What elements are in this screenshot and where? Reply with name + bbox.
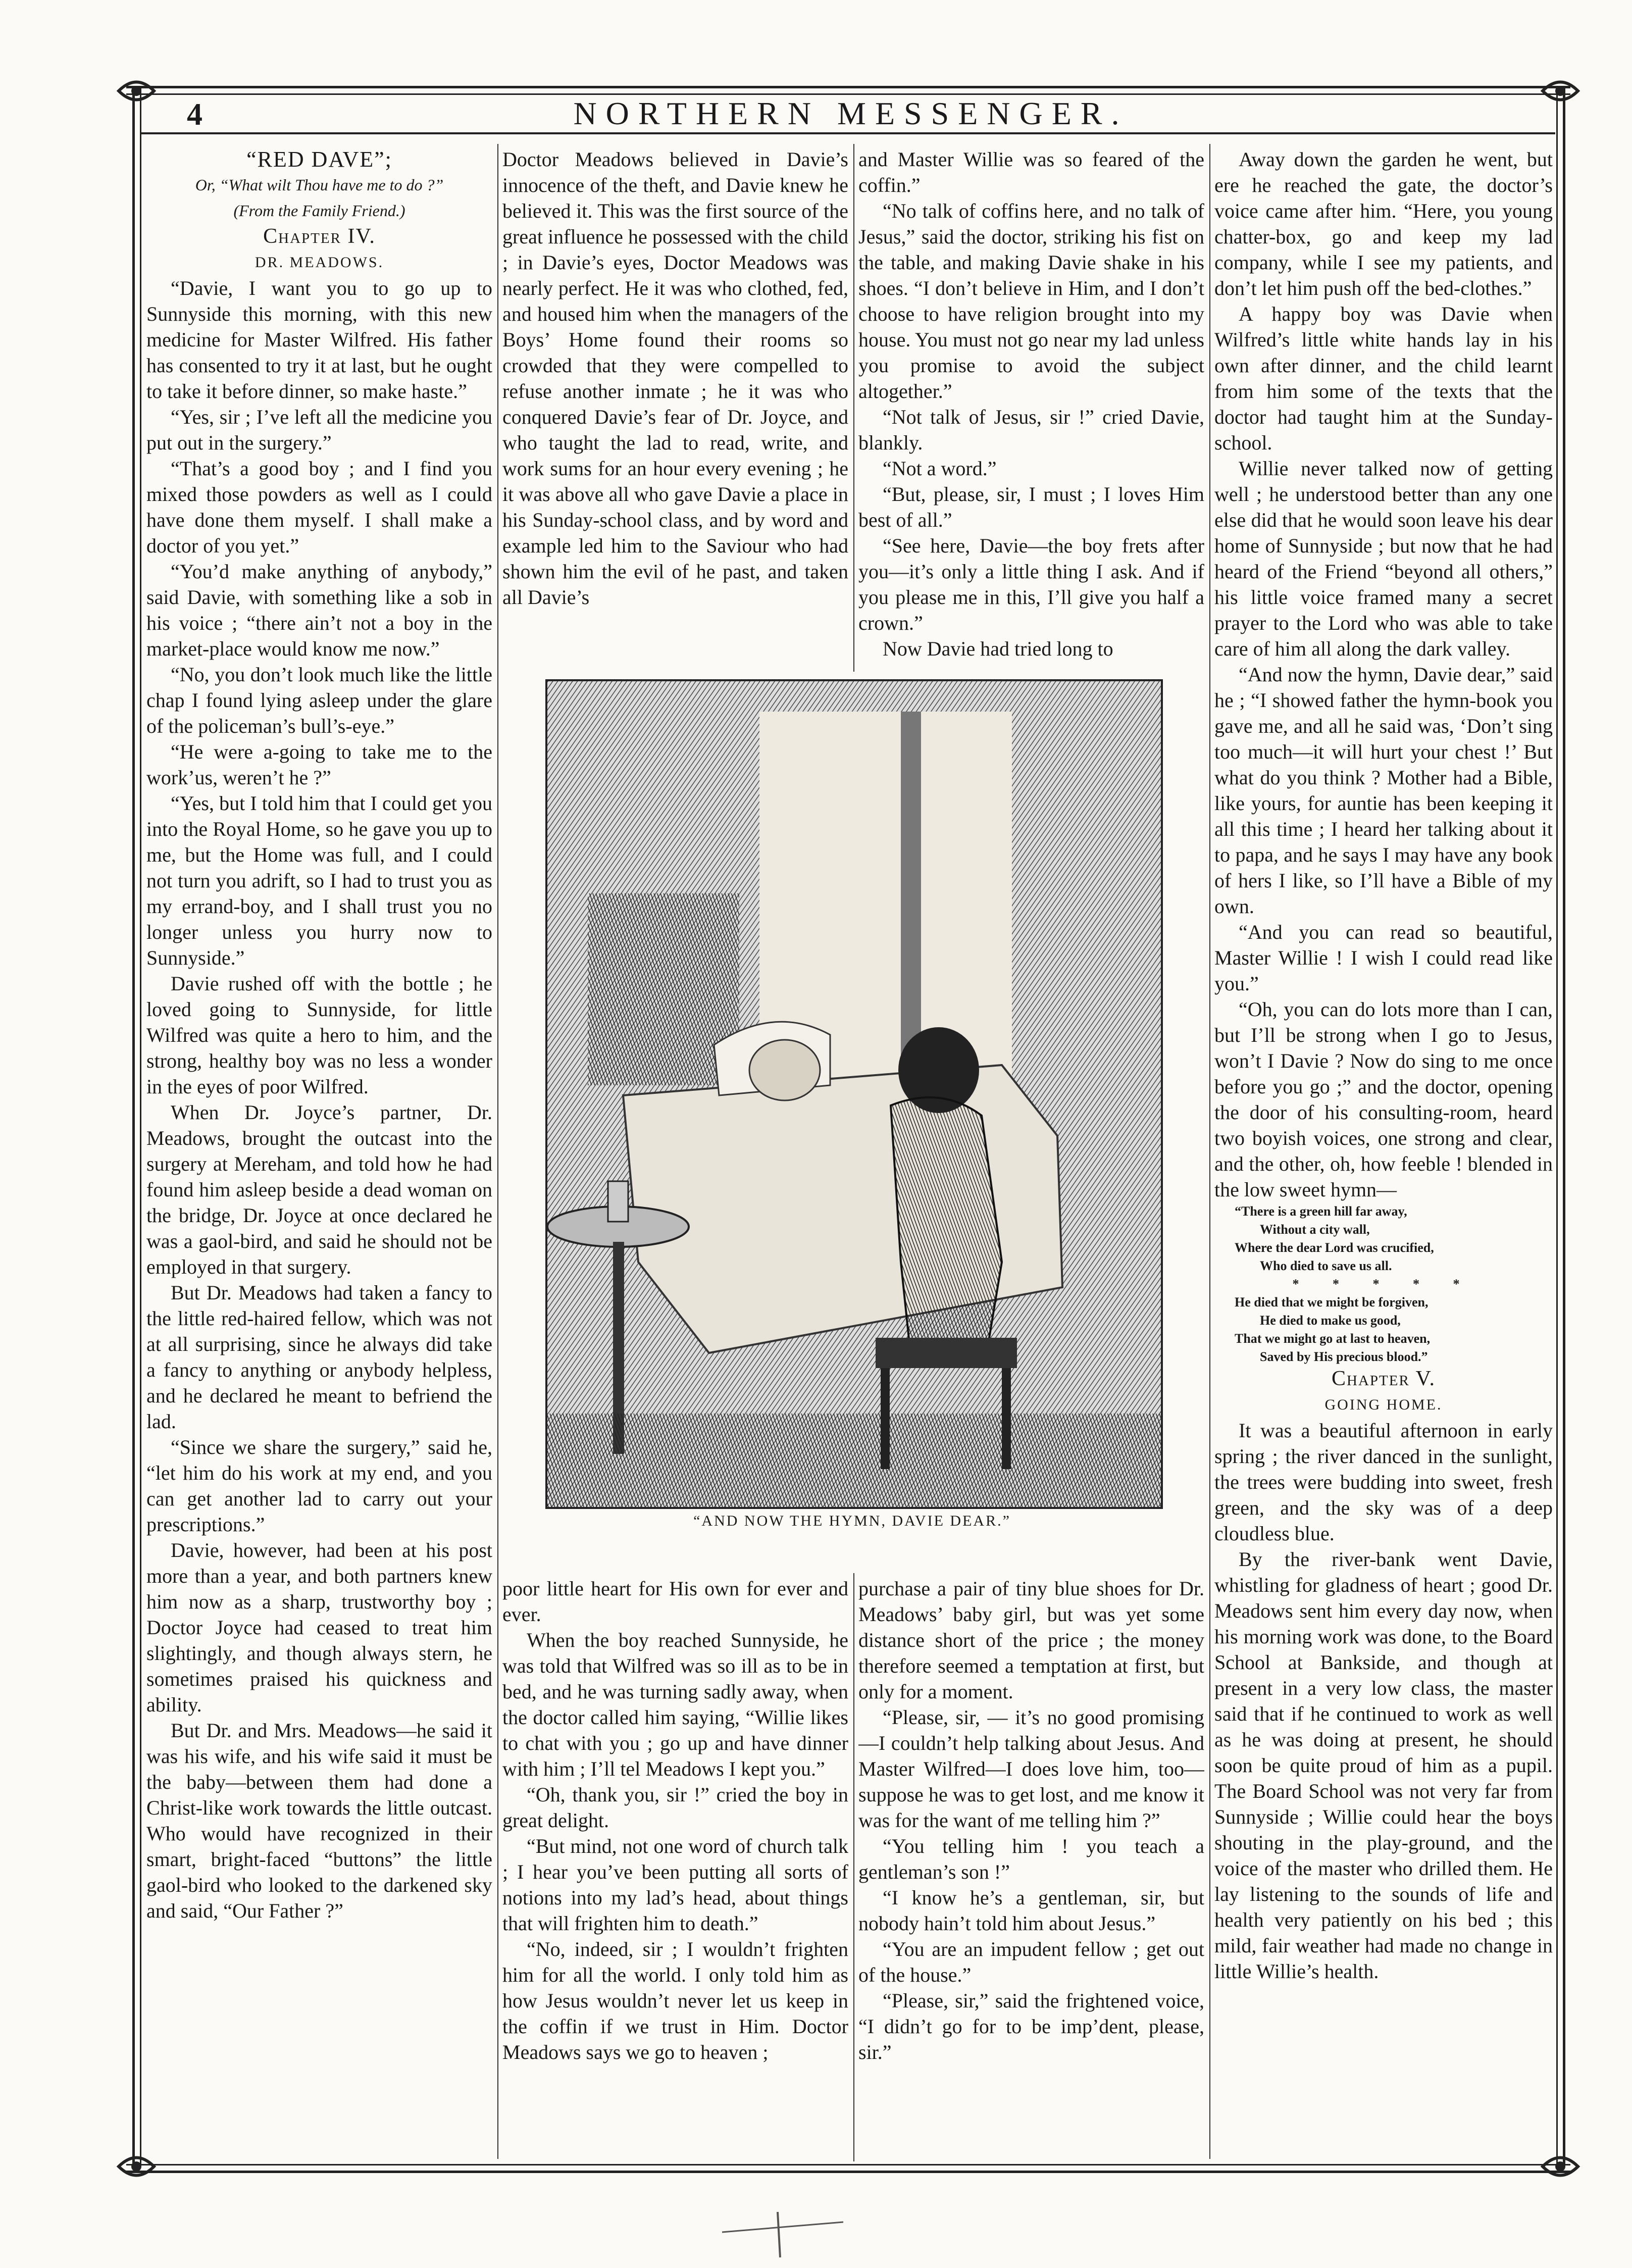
- hymn-verse: [1214, 1202, 1553, 1366]
- border-right: [1556, 86, 1565, 2166]
- paragraph: “That’s a good boy ; and I find you mixed those powders as well as I could have done them myself. I shall make a doctor of you yet.”: [146, 457, 492, 557]
- illustration-caption: “AND NOW THE HYMN, DAVIE DEAR.”: [693, 1513, 1011, 1529]
- border-left: [132, 86, 141, 2166]
- story-title: “RED DAVE”;: [246, 147, 392, 172]
- paragraph: and Master Willie was so feared of the coffin.”: [858, 148, 1204, 196]
- story-subtitle: Or, “What wilt Thou have me to do ?”: [195, 176, 444, 194]
- paragraph: “And now the hymn, Davie dear,” said he ; “I showed father the hymn-book you gave me, and all he said was, ‘Don’t sing too much—it will hurt your chest !’ But what do you think ? Mother had a Bible, like yours, for auntie has been keeping it all this time ; I heard her talking about it to papa, and he says I may have any book of hers I like, so I’ll have a Bible of my own.: [1214, 663, 1553, 918]
- paragraph: purchase a pair of tiny blue shoes for Dr. Meadows’ baby girl, but was yet some distance short of the price ; the money therefore seemed a temptation at first, but only for a moment.: [858, 1577, 1204, 1703]
- column-1: [146, 146, 492, 2161]
- paragraph: It was a beautiful afternoon in early spring ; the river danced in the sunlight, the trees were budding into sweet, fresh green, and the sky was of a deep cloudless blue.: [1214, 1419, 1553, 1545]
- paragraph: “No talk of coffins here, and no talk of Jesus,” said the doctor, striking his fist on the table, and making Davie shake in his shoes. “I don’t believe in Him, and I don’t choose to have religion brought into my house. You must not go near my lad unless you promise to avoid the subject altogether.”: [858, 199, 1204, 402]
- paragraph: Davie rushed off with the bottle ; he loved going to Sunnyside, for little Wilfred was quite a hero to him, and the strong, healthy boy was no less a wonder in the eyes of poor Wilfred.: [146, 972, 492, 1098]
- chapter-title: DR. MEADOWS.: [254, 254, 384, 271]
- chapter-heading: Chapter V.: [1332, 1367, 1436, 1390]
- column-3-top: [858, 146, 1204, 672]
- engraving-illustration: [545, 679, 1163, 1509]
- chapter-heading: Chapter IV.: [263, 225, 376, 248]
- paragraph: “But mind, not one word of church talk ; I hear you’ve been putting all sorts of notions into my lad’s head, about things that will frighten him to death.”: [502, 1835, 848, 1935]
- paragraph: “Please, sir,” said the frightened voice, “I didn’t go for to be imp’dent, please, sir.”: [858, 1989, 1204, 2063]
- column-2-top: [502, 146, 848, 672]
- paragraph: “Yes, sir ; I’ve left all the medicine you put out in the surgery.”: [146, 406, 492, 454]
- column-3-bottom: [858, 1576, 1204, 2161]
- column-rule: [853, 144, 854, 672]
- paragraph: But Dr. Meadows had taken a fancy to the little red-haired fellow, which was not at all surprising, since he always did take a fancy to anything or anybody helpless, and he declared he meant to befriend the lad.: [146, 1281, 492, 1433]
- paragraph: “I know he’s a gentleman, sir, but nobody hain’t told him about Jesus.”: [858, 1886, 1204, 1935]
- paragraph: When the boy reached Sunnyside, he was told that Wilfred was so ill as to be in bed, and he was turning sadly away, when the doctor called him saying, “Willie likes to chat with you ; go up and have dinner with him ; I’ll tel Meadows I kept you.”: [502, 1629, 848, 1780]
- paragraph: But Dr. and Mrs. Meadows—he said it was his wife, and his wife said it must be the baby—between them had done a Christ-like work towards the little outcast. Who would have recognized in their smart, bright-faced “buttons” the little gaol-bird who looked to the darkened sky and said, “Our Father ?”: [146, 1719, 492, 1922]
- paragraph: Willie never talked now of getting well ; he understood better than any one else did that he would soon leave his dear home of Sunnyside ; but now that he had heard of the Friend “beyond all others,” his little voice framed many a secret prayer to the Lord who was able to take care of him all along the dark valley.: [1214, 457, 1553, 660]
- hymn-line: That we might go at last to heaven,: [1235, 1331, 1431, 1346]
- page-number: 4: [187, 97, 202, 132]
- paragraph: “You telling him ! you teach a gentleman’s son !”: [858, 1835, 1204, 1883]
- paragraph: “You are an impudent fellow ; get out of the house.”: [858, 1938, 1204, 1986]
- paragraph: “But, please, sir, I must ; I loves Him best of all.”: [858, 483, 1204, 531]
- paragraph: “Not talk of Jesus, sir !” cried Davie, blankly.: [858, 406, 1204, 454]
- paragraph: poor little heart for His own for ever and ever.: [502, 1577, 848, 1626]
- header-rule: [141, 132, 1555, 134]
- paragraph: “No, indeed, sir ; I wouldn’t frighten him for all the world. I only told him as how Jesus wouldn’t never let us keep in the coffin if we trust in Him. Doctor Meadows says we go to heaven ;: [502, 1938, 848, 2063]
- hymn-line: “There is a green hill far away,: [1235, 1204, 1407, 1219]
- chapter-title: GOING HOME.: [1324, 1396, 1443, 1413]
- column-2-bottom: [502, 1576, 848, 2161]
- paragraph: “No, you don’t look much like the little chap I found lying asleep under the glare of the policeman’s bull’s-eye.”: [146, 663, 492, 737]
- paragraph: “You’d make anything of anybody,” said Davie, with something like a sob in his voice ; “there ain’t not a boy in the market-place would know me now.”: [146, 560, 492, 660]
- paragraph: “Not a word.”: [883, 457, 997, 480]
- hymn-line: Where the dear Lord was crucified,: [1235, 1240, 1434, 1255]
- paragraph: Davie, however, had been at his post more than a year, and both partners knew him now as a sharp, trustworthy boy ; Doctor Joyce had ceased to treat him slightingly, and though always stern, he sometimes praised his quickness and ability.: [146, 1539, 492, 1716]
- paragraph: “Since we share the surgery,” said he, “let him do his work at my end, and you can get another lad to carry out your prescriptions.”: [146, 1436, 492, 1536]
- masthead: NORTHERN MESSENGER.: [573, 95, 1129, 131]
- hymn-line: * * * * *: [1292, 1277, 1475, 1291]
- paragraph: A happy boy was Davie when Wilfred’s little white hands lay in his own after dinner, and the child learnt from him some of the texts that the doctor had taught him at the Sunday-school.: [1214, 303, 1553, 454]
- hymn-line: Who died to save us all.: [1260, 1258, 1392, 1273]
- hymn-line: He died to make us good,: [1260, 1313, 1401, 1328]
- column-rule: [1209, 144, 1210, 2159]
- paragraph: “Oh, thank you, sir !” cried the boy in great delight.: [502, 1783, 848, 1832]
- column-rule: [853, 1573, 854, 2161]
- column-rule: [497, 144, 498, 2159]
- paragraph: “Davie, I want you to go up to Sunnyside this morning, with this new medicine for Master Wilfred. His father has consented to try it at last, but he ought to take it before dinner, so make haste.”: [146, 277, 492, 402]
- paragraph: Now Davie had tried long to: [883, 637, 1113, 660]
- paragraph: “Please, sir, — it’s no good promising—I couldn’t help talking about Jesus. And Master Wilfred—I does love him, too—suppose he was to get lost, and me know it was for the want of me telling him ?”: [858, 1706, 1204, 1832]
- border-bottom: [126, 2164, 1570, 2173]
- paragraph: “Oh, you can do lots more than I can, but I’ll be strong when I go to Jesus, won’t I Davie ? Now do sing to me once before you go ;” and the doctor, opening the door of his consulting-room, heard two boyish voices, one strong and clear, and the other, oh, how feeble ! blended in the low sweet hymn—: [1214, 998, 1553, 1201]
- hymn-line: He died that we might be forgiven,: [1235, 1295, 1429, 1309]
- paragraph: “And you can read so beautiful, Master Willie ! I wish I could read like you.”: [1214, 921, 1553, 995]
- paragraph: When Dr. Joyce’s partner, Dr. Meadows, brought the outcast into the surgery at Mereham, and told how he had found him asleep beside a dead woman on the bridge, Dr. Joyce at once declared he was a gaol-bird, and said he should not be employed in that surgery.: [146, 1101, 492, 1278]
- paragraph: “He were a-going to take me to the work’us, weren’t he ?”: [146, 740, 492, 789]
- illustration-art: [547, 681, 1161, 1507]
- hymn-line: Without a city wall,: [1260, 1222, 1370, 1237]
- paragraph: Doctor Meadows believed in Davie’s innocence of the theft, and Davie knew he believed it. This was the first source of the great influence he possessed with the child ; in Davie’s eyes, Doctor Meadows was nearly perfect. He it was who clothed, fed, and housed him when the managers of the Boys’ Home found their rooms so crowded that they were compelled to refuse another inmate ; he it was who conquered Davie’s fear of Dr. Joyce, and who taught the lad to read, write, and work sums for an hour every evening ; he it was above all who gave Davie a place in his Sunday-school class, and by word and example led him to the Saviour who had shown him the evil of he past, and taken all Davie’s: [502, 148, 848, 609]
- story-source: (From the Family Friend.): [233, 201, 405, 220]
- page-header: [146, 92, 1555, 131]
- paragraph: By the river-bank went Davie, whistling for gladness of heart ; good Dr. Meadows sent him every day now, when his morning work was done, to the Board School at Bankside, and though at present in a very low class, the master said that if he continued to work as well as he was doing at present, he should soon be quite proud of him as a pupil. The Board School was not very far from Sunnyside ; Willie could hear the boys shouting in the play-ground, and the voice of the master who drilled them. He lay listening to the sounds of life and health very patiently on his bed ; this mild, fair weather had made no change in little Willie’s health.: [1214, 1548, 1553, 1983]
- column-4: [1214, 146, 1553, 2161]
- hymn-line: Saved by His precious blood.”: [1260, 1349, 1428, 1364]
- scan-mark-icon: [717, 2202, 848, 2262]
- paragraph: “Yes, but I told him that I could get you into the Royal Home, so he gave you up to me, but the Home was full, and I could not turn you adrift, so I had to trust you as my errand-boy, and I shall trust you no longer unless you hurry now to Sunnyside.”: [146, 792, 492, 969]
- paragraph: “See here, Davie—the boy frets after you—it’s only a little thing I ask. And if you please me in this, I’ll give you half a crown.”: [858, 534, 1204, 634]
- paragraph: Away down the garden he went, but ere he reached the gate, the doctor’s voice came after him. “Here, you young chatter-box, go and keep my lad company, while I see my patients, and don’t let him push off the bed-clothes.”: [1214, 148, 1553, 299]
